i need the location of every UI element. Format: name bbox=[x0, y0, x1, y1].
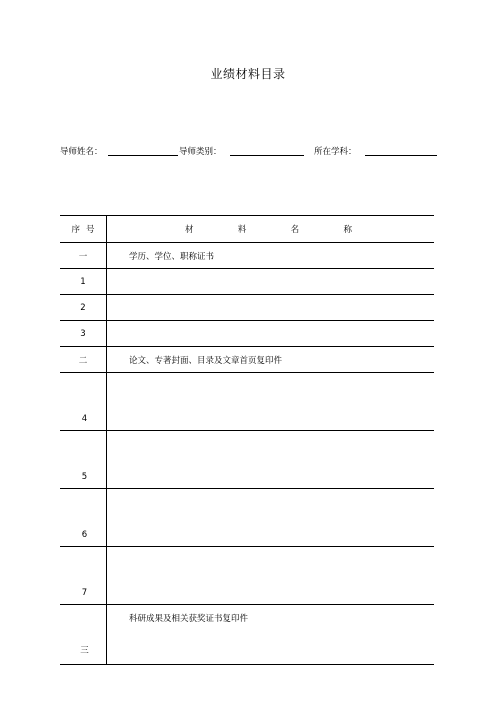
header-char: 料 bbox=[237, 225, 247, 235]
table-row bbox=[60, 431, 434, 489]
page-title: 业绩材料目录 bbox=[210, 67, 286, 81]
row-no: 二 bbox=[60, 347, 107, 373]
header-char: 材 bbox=[185, 225, 194, 235]
row-material[interactable] bbox=[107, 547, 435, 605]
row-no: 6 bbox=[60, 489, 107, 547]
row-no: 7 bbox=[60, 547, 107, 605]
row-no: 4 bbox=[60, 373, 107, 431]
row-material[interactable] bbox=[107, 489, 435, 547]
row-material: 科研成果及相关获奖证书复印件 bbox=[107, 605, 435, 665]
row-material: 学历、学位、职称证书 bbox=[107, 243, 435, 269]
row-no: 5 bbox=[60, 431, 107, 489]
row-no: 1 bbox=[60, 269, 107, 295]
table-row bbox=[60, 489, 434, 547]
table-row bbox=[60, 373, 434, 431]
header-char: 名 bbox=[290, 225, 300, 235]
row-material[interactable] bbox=[107, 295, 435, 321]
table-row bbox=[60, 547, 434, 605]
header-material-name bbox=[107, 216, 435, 243]
advisor-type-label: 导师类别： bbox=[179, 147, 222, 157]
row-material[interactable] bbox=[107, 269, 435, 295]
materials-table bbox=[60, 215, 434, 665]
row-no: 3 bbox=[60, 321, 107, 347]
table-row bbox=[60, 243, 434, 269]
advisor-name-label: 导师姓名： bbox=[60, 147, 103, 157]
discipline-blank[interactable] bbox=[365, 155, 437, 156]
advisor-name-blank[interactable] bbox=[108, 155, 178, 156]
table-row bbox=[60, 321, 434, 347]
table-row bbox=[60, 295, 434, 321]
row-material[interactable] bbox=[107, 431, 435, 489]
row-no: 三 bbox=[60, 605, 107, 665]
advisor-info-line bbox=[60, 145, 440, 157]
row-material: 论文、专著封面、目录及文章首页复印件 bbox=[107, 347, 435, 373]
advisor-type-blank[interactable] bbox=[230, 155, 304, 156]
table-header-row bbox=[60, 216, 434, 243]
table-row bbox=[60, 269, 434, 295]
row-no: 2 bbox=[60, 295, 107, 321]
row-no: 一 bbox=[60, 243, 107, 269]
discipline-label: 所在学科： bbox=[314, 147, 357, 157]
table-row bbox=[60, 347, 434, 373]
table-row bbox=[60, 605, 434, 665]
row-material[interactable] bbox=[107, 321, 435, 347]
header-char: 称 bbox=[343, 225, 352, 235]
row-material[interactable] bbox=[107, 373, 435, 431]
header-no: 序号 bbox=[60, 216, 107, 243]
